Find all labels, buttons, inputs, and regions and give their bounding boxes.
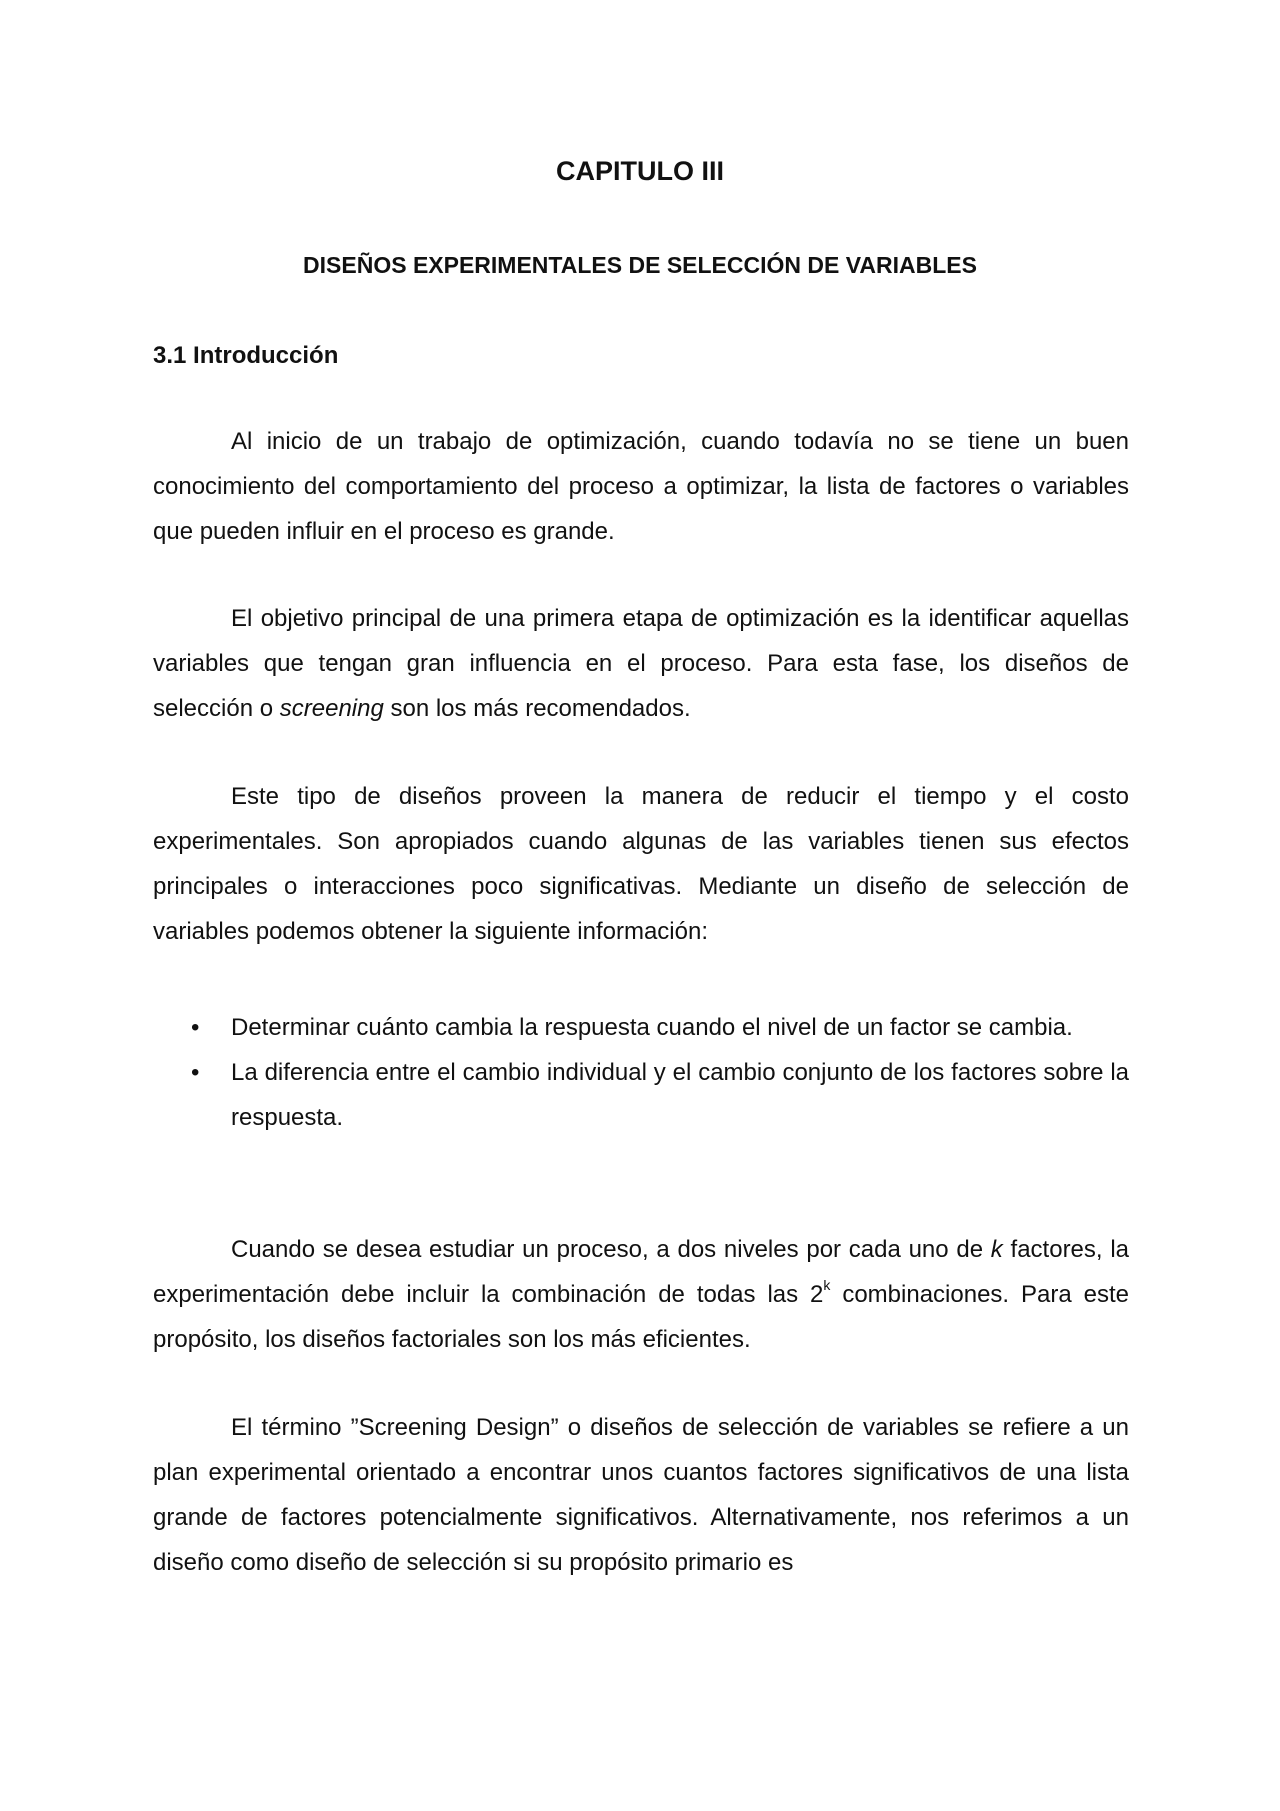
bullet-list (153, 1005, 1129, 1140)
paragraph-1: Al inicio de un trabajo de optimización, cuando todavía no se tiene un buen conocimiento del comportamiento del proceso a optimizar, la lista de factores o variables que pueden influir en el proceso es grande. (153, 428, 1129, 545)
paragraph-4-text-a: Cuando se desea estudiar un proceso, a dos niveles por cada uno de (231, 1236, 991, 1263)
paragraph-4 (153, 1227, 1129, 1362)
paragraph-2 (153, 596, 1129, 731)
paragraph-4-text-b: factores, la experimentación debe incluir la combinación de todas las 2 (153, 1236, 1129, 1308)
paragraph-5: El término ”Screening Design” o diseños de selección de variables se refiere a un plan experimental orientado a encontrar unos cuantos factores significativos de una lista grande de factores potencialmente significativos. Alternativamente, nos referimos a un diseño como diseño de selección si su propósito primario es (153, 1414, 1129, 1576)
chapter-subtitle: DISEÑOS EXPERIMENTALES DE SELECCIÓN DE VARIABLES (303, 252, 977, 278)
paragraph-3: Este tipo de diseños proveen la manera de reducir el tiempo y el costo experimentales. Son apropiados cuando algunas de las variables tienen sus efectos principales o interacciones poco significativas. Mediante un diseño de selección de variables podemos obtener la siguiente información: (153, 783, 1129, 945)
paragraph-4-variable-k: k (990, 1236, 1003, 1263)
paragraph-4-text-c: combinaciones. Para este propósito, los diseños factoriales son los más eficientes. (153, 1281, 1129, 1353)
bullet-dot-icon: • (191, 1059, 200, 1086)
paragraph-2-text-a: El objetivo principal de una primera etapa de optimización es la identificar aquellas variables que tengan gran influencia en el proceso. Para esta fase, los diseños de selección o (153, 605, 1129, 722)
bullet-dot-icon: • (191, 1014, 200, 1041)
bullet-item (153, 1050, 1129, 1140)
paragraph-2-italic-term: screening (279, 695, 384, 722)
bullet-item-text: Determinar cuánto cambia la respuesta cuando el nivel de un factor se cambia. (231, 1014, 1073, 1041)
chapter-title: CAPITULO III (556, 156, 724, 186)
section-heading: 3.1 Introducción (153, 342, 339, 369)
paragraph-4-exponent: k (823, 1277, 831, 1293)
bullet-item-text: La diferencia entre el cambio individual y el cambio conjunto de los factores sobre la respuesta. (231, 1059, 1129, 1131)
bullet-item (153, 1005, 1129, 1050)
paragraph-2-text-b: son los más recomendados. (383, 695, 691, 722)
